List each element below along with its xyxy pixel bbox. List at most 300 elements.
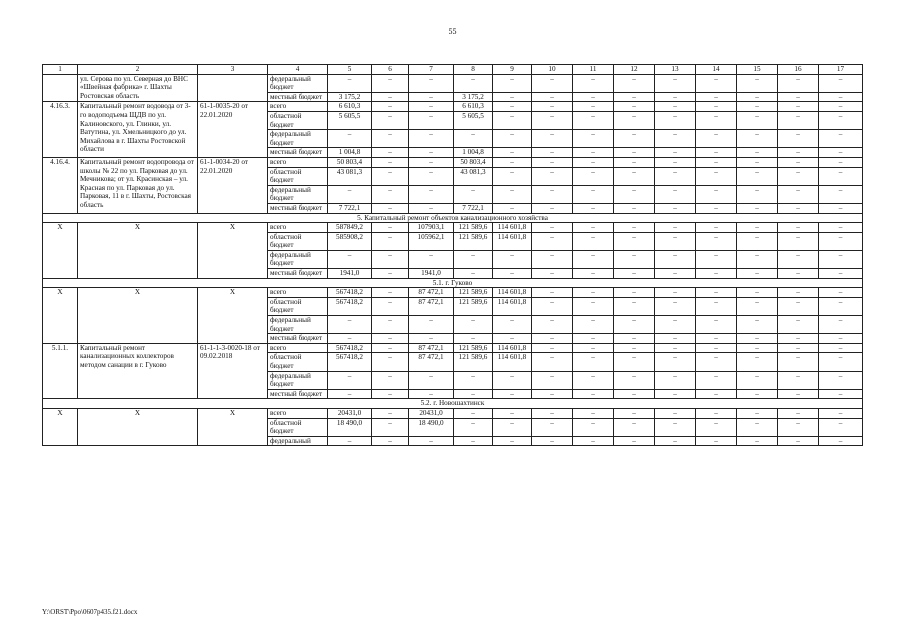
amount-cell: 121 589,6 xyxy=(454,288,493,298)
amount-cell: – xyxy=(655,316,696,334)
amount-cell: – xyxy=(737,157,778,167)
amount-cell: – xyxy=(655,371,696,389)
amount-cell: – xyxy=(573,203,614,213)
amount-cell: – xyxy=(737,371,778,389)
amount-cell: – xyxy=(532,353,573,371)
object-code: 61-1-1-3-0020-18 от 09.02.2018 xyxy=(198,343,268,399)
amount-cell: – xyxy=(409,74,454,92)
amount-cell: – xyxy=(819,371,863,389)
amount-cell: – xyxy=(532,232,573,250)
amount-cell: – xyxy=(819,223,863,233)
amount-cell: – xyxy=(573,389,614,399)
item-number: 4.16.3. xyxy=(43,102,78,158)
amount-cell: 87 472,1 xyxy=(409,343,454,353)
amount-cell: – xyxy=(655,185,696,203)
amount-cell: – xyxy=(655,297,696,315)
amount-cell: – xyxy=(737,102,778,112)
amount-cell: – xyxy=(696,203,737,213)
amount-cell: – xyxy=(532,371,573,389)
amount-cell: – xyxy=(454,250,493,268)
amount-cell: – xyxy=(532,74,573,92)
section-heading: 5.1. г. Гуково xyxy=(43,278,863,288)
amount-cell: – xyxy=(573,232,614,250)
amount-cell: – xyxy=(778,343,819,353)
amount-cell: – xyxy=(328,436,372,446)
amount-cell: – xyxy=(454,316,493,334)
amount-cell: – xyxy=(493,74,532,92)
amount-cell: – xyxy=(655,353,696,371)
amount-cell: – xyxy=(409,389,454,399)
amount-cell: – xyxy=(614,371,655,389)
amount-cell: – xyxy=(819,288,863,298)
column-number-cell: 16 xyxy=(778,65,819,75)
amount-cell: – xyxy=(372,148,409,158)
amount-cell: – xyxy=(328,185,372,203)
amount-cell: – xyxy=(655,408,696,418)
amount-cell: – xyxy=(372,316,409,334)
amount-cell: 121 589,6 xyxy=(454,353,493,371)
amount-cell: – xyxy=(614,185,655,203)
amount-cell: 107903,1 xyxy=(409,223,454,233)
amount-cell: 18 490,0 xyxy=(328,418,372,436)
item-number xyxy=(43,74,78,102)
amount-cell: 5 605,5 xyxy=(328,111,372,129)
amount-cell: – xyxy=(328,316,372,334)
page-number: 55 xyxy=(448,27,457,36)
amount-cell: 114 601,8 xyxy=(493,343,532,353)
amount-cell: – xyxy=(532,250,573,268)
funding-source: всего xyxy=(268,288,328,298)
amount-cell: – xyxy=(573,297,614,315)
funding-source: федеральный бюджет xyxy=(268,316,328,334)
amount-cell: – xyxy=(409,102,454,112)
amount-cell: – xyxy=(493,157,532,167)
amount-cell: – xyxy=(573,223,614,233)
amount-cell: 121 589,6 xyxy=(454,343,493,353)
amount-cell: – xyxy=(819,74,863,92)
item-number: 4.16.4. xyxy=(43,157,78,213)
amount-cell: – xyxy=(737,389,778,399)
column-number-cell: 1 xyxy=(43,65,78,75)
amount-cell: – xyxy=(819,185,863,203)
amount-cell: – xyxy=(737,316,778,334)
amount-cell: 105962,1 xyxy=(409,232,454,250)
amount-cell: – xyxy=(819,92,863,102)
amount-cell: – xyxy=(532,297,573,315)
amount-cell: – xyxy=(372,130,409,148)
amount-cell: – xyxy=(737,436,778,446)
amount-cell: – xyxy=(778,353,819,371)
amount-cell: – xyxy=(573,157,614,167)
amount-cell: – xyxy=(614,250,655,268)
funding-source: местный бюджет xyxy=(268,334,328,344)
amount-cell: – xyxy=(614,353,655,371)
amount-cell: – xyxy=(778,250,819,268)
funding-source: местный бюджет xyxy=(268,203,328,213)
amount-cell: 567418,2 xyxy=(328,343,372,353)
amount-cell: – xyxy=(696,436,737,446)
amount-cell: – xyxy=(454,130,493,148)
column-number-cell: 8 xyxy=(454,65,493,75)
object-name: Х xyxy=(78,408,198,445)
object-name: ул. Серова по ул. Северная до ВНС «Швейная фабрика» г. Шахты Ростовская область xyxy=(78,74,198,102)
amount-cell: – xyxy=(737,288,778,298)
amount-cell: 87 472,1 xyxy=(409,288,454,298)
amount-cell: – xyxy=(409,203,454,213)
amount-cell: 50 803,4 xyxy=(328,157,372,167)
amount-cell: – xyxy=(454,418,493,436)
amount-cell: – xyxy=(409,167,454,185)
amount-cell: – xyxy=(532,167,573,185)
amount-cell: – xyxy=(532,185,573,203)
amount-cell: – xyxy=(696,250,737,268)
amount-cell: – xyxy=(778,148,819,158)
amount-cell: – xyxy=(372,92,409,102)
amount-cell: – xyxy=(655,157,696,167)
amount-cell: – xyxy=(819,167,863,185)
amount-cell: – xyxy=(372,389,409,399)
amount-cell: – xyxy=(655,288,696,298)
amount-cell: – xyxy=(737,408,778,418)
amount-cell: – xyxy=(819,297,863,315)
amount-cell: – xyxy=(409,371,454,389)
section-heading: 5.2. г. Новошахтинск xyxy=(43,399,863,409)
budget-row xyxy=(43,408,863,418)
amount-cell: – xyxy=(532,92,573,102)
amount-cell: – xyxy=(614,148,655,158)
amount-cell: – xyxy=(532,288,573,298)
amount-cell: – xyxy=(573,436,614,446)
object-code: Х xyxy=(198,223,268,279)
column-number-cell: 2 xyxy=(78,65,198,75)
funding-source: местный бюджет xyxy=(268,269,328,279)
amount-cell: – xyxy=(532,102,573,112)
amount-cell: – xyxy=(614,269,655,279)
column-number-cell: 12 xyxy=(614,65,655,75)
funding-source: областной бюджет xyxy=(268,418,328,436)
amount-cell: 114 601,8 xyxy=(493,288,532,298)
amount-cell: 587849,2 xyxy=(328,223,372,233)
amount-cell: – xyxy=(409,250,454,268)
amount-cell: – xyxy=(573,343,614,353)
amount-cell: – xyxy=(696,92,737,102)
amount-cell: – xyxy=(655,250,696,268)
amount-cell: – xyxy=(737,74,778,92)
amount-cell: 50 803,4 xyxy=(454,157,493,167)
column-number-cell: 7 xyxy=(409,65,454,75)
amount-cell: – xyxy=(372,223,409,233)
amount-cell: – xyxy=(819,343,863,353)
amount-cell: – xyxy=(573,167,614,185)
amount-cell: – xyxy=(493,408,532,418)
amount-cell: – xyxy=(614,111,655,129)
amount-cell: 567418,2 xyxy=(328,288,372,298)
amount-cell: – xyxy=(493,269,532,279)
amount-cell: – xyxy=(778,389,819,399)
amount-cell: – xyxy=(573,250,614,268)
amount-cell: – xyxy=(328,74,372,92)
amount-cell: – xyxy=(614,418,655,436)
amount-cell: – xyxy=(409,185,454,203)
amount-cell: – xyxy=(737,223,778,233)
amount-cell: – xyxy=(696,130,737,148)
amount-cell: – xyxy=(532,157,573,167)
amount-cell: – xyxy=(328,130,372,148)
amount-cell: – xyxy=(614,343,655,353)
amount-cell: 114 601,8 xyxy=(493,232,532,250)
amount-cell: 114 601,8 xyxy=(493,297,532,315)
amount-cell: – xyxy=(493,418,532,436)
amount-cell: – xyxy=(573,288,614,298)
column-number-cell: 14 xyxy=(696,65,737,75)
amount-cell: – xyxy=(696,232,737,250)
amount-cell: – xyxy=(655,130,696,148)
amount-cell: 5 605,5 xyxy=(454,111,493,129)
amount-cell: 18 490,0 xyxy=(409,418,454,436)
amount-cell: – xyxy=(778,130,819,148)
amount-cell: – xyxy=(819,148,863,158)
item-number: Х xyxy=(43,408,78,445)
amount-cell: – xyxy=(737,148,778,158)
amount-cell: – xyxy=(778,203,819,213)
amount-cell: – xyxy=(614,92,655,102)
amount-cell: – xyxy=(655,167,696,185)
amount-cell: – xyxy=(737,334,778,344)
funding-source: областной бюджет xyxy=(268,167,328,185)
amount-cell: – xyxy=(409,130,454,148)
amount-cell: – xyxy=(614,334,655,344)
amount-cell: – xyxy=(819,353,863,371)
amount-cell: – xyxy=(493,436,532,446)
amount-cell: – xyxy=(454,269,493,279)
funding-source: всего xyxy=(268,408,328,418)
item-number: 5.1.1. xyxy=(43,343,78,399)
amount-cell: – xyxy=(493,371,532,389)
amount-cell: – xyxy=(778,436,819,446)
amount-cell: – xyxy=(454,185,493,203)
amount-cell: – xyxy=(696,371,737,389)
amount-cell: – xyxy=(737,185,778,203)
amount-cell: – xyxy=(409,316,454,334)
amount-cell: – xyxy=(737,232,778,250)
amount-cell: – xyxy=(532,389,573,399)
column-number-cell: 10 xyxy=(532,65,573,75)
section-heading-row xyxy=(43,278,863,288)
amount-cell: – xyxy=(737,111,778,129)
amount-cell: – xyxy=(454,74,493,92)
item-number: Х xyxy=(43,223,78,279)
funding-source: всего xyxy=(268,157,328,167)
amount-cell: 1 004,8 xyxy=(328,148,372,158)
amount-cell: 567418,2 xyxy=(328,297,372,315)
amount-cell: – xyxy=(614,232,655,250)
amount-cell: – xyxy=(372,250,409,268)
amount-cell: – xyxy=(655,269,696,279)
object-code xyxy=(198,74,268,102)
item-number: Х xyxy=(43,288,78,344)
amount-cell: – xyxy=(655,74,696,92)
amount-cell: – xyxy=(778,223,819,233)
amount-cell: – xyxy=(819,389,863,399)
amount-cell: – xyxy=(372,436,409,446)
amount-cell: – xyxy=(573,334,614,344)
amount-cell: – xyxy=(372,167,409,185)
amount-cell: – xyxy=(696,297,737,315)
funding-source: областной бюджет xyxy=(268,353,328,371)
funding-source: всего xyxy=(268,102,328,112)
amount-cell: – xyxy=(819,418,863,436)
column-number-cell: 4 xyxy=(268,65,328,75)
amount-cell: – xyxy=(819,130,863,148)
amount-cell: – xyxy=(696,223,737,233)
column-number-cell: 6 xyxy=(372,65,409,75)
amount-cell: – xyxy=(696,418,737,436)
amount-cell: 585908,2 xyxy=(328,232,372,250)
amount-cell: – xyxy=(614,203,655,213)
amount-cell: – xyxy=(737,418,778,436)
funding-source: федеральный бюджет xyxy=(268,371,328,389)
budget-row xyxy=(43,102,863,112)
amount-cell: – xyxy=(573,130,614,148)
amount-cell: – xyxy=(655,203,696,213)
amount-cell: – xyxy=(573,185,614,203)
amount-cell: – xyxy=(614,288,655,298)
amount-cell: 1 004,8 xyxy=(454,148,493,158)
amount-cell: – xyxy=(328,250,372,268)
amount-cell: – xyxy=(532,343,573,353)
amount-cell: – xyxy=(614,297,655,315)
amount-cell: – xyxy=(372,185,409,203)
amount-cell: – xyxy=(696,148,737,158)
amount-cell: – xyxy=(655,92,696,102)
object-name: Х xyxy=(78,288,198,344)
amount-cell: – xyxy=(778,102,819,112)
amount-cell: – xyxy=(573,408,614,418)
section-heading: 5. Капитальный ремонт объектов канализационного хозяйства xyxy=(43,213,863,223)
amount-cell: – xyxy=(819,157,863,167)
amount-cell: 43 081,3 xyxy=(454,167,493,185)
amount-cell: – xyxy=(819,203,863,213)
amount-cell: – xyxy=(614,316,655,334)
amount-cell: – xyxy=(737,269,778,279)
amount-cell: – xyxy=(532,130,573,148)
amount-cell: – xyxy=(573,102,614,112)
amount-cell: – xyxy=(573,148,614,158)
amount-cell: – xyxy=(372,297,409,315)
amount-cell: – xyxy=(696,111,737,129)
amount-cell: – xyxy=(409,157,454,167)
amount-cell: – xyxy=(655,436,696,446)
column-number-cell: 13 xyxy=(655,65,696,75)
amount-cell: – xyxy=(778,316,819,334)
amount-cell: – xyxy=(493,148,532,158)
amount-cell: 87 472,1 xyxy=(409,353,454,371)
object-name: Капитальный ремонт водовода от 3-го водоподъема ЩДВ по ул. Калиновского, ул. Глинки, ул. Ватутина, ул. Хмельницкого до ул. Михайлова в г. Шахты Ростовской области xyxy=(78,102,198,158)
amount-cell: – xyxy=(532,436,573,446)
amount-cell: – xyxy=(737,343,778,353)
amount-cell: – xyxy=(493,130,532,148)
amount-cell: – xyxy=(614,436,655,446)
amount-cell: – xyxy=(778,167,819,185)
budget-row xyxy=(43,74,863,92)
amount-cell: – xyxy=(493,111,532,129)
amount-cell: – xyxy=(372,418,409,436)
amount-cell: – xyxy=(819,408,863,418)
budget-row xyxy=(43,223,863,233)
amount-cell: – xyxy=(737,92,778,102)
amount-cell: – xyxy=(737,353,778,371)
amount-cell: – xyxy=(573,418,614,436)
amount-cell: – xyxy=(372,203,409,213)
amount-cell: – xyxy=(819,436,863,446)
amount-cell: – xyxy=(696,74,737,92)
amount-cell: 114 601,8 xyxy=(493,223,532,233)
amount-cell: – xyxy=(493,334,532,344)
amount-cell: 7 722,1 xyxy=(328,203,372,213)
amount-cell: – xyxy=(573,92,614,102)
amount-cell: – xyxy=(409,111,454,129)
funding-source: местный бюджет xyxy=(268,148,328,158)
amount-cell: – xyxy=(655,418,696,436)
amount-cell: – xyxy=(372,102,409,112)
amount-cell: – xyxy=(614,130,655,148)
amount-cell: 3 175,2 xyxy=(328,92,372,102)
funding-source: местный бюджет xyxy=(268,389,328,399)
amount-cell: 121 589,6 xyxy=(454,223,493,233)
amount-cell: 87 472,1 xyxy=(409,297,454,315)
amount-cell: – xyxy=(778,92,819,102)
amount-cell: – xyxy=(328,389,372,399)
amount-cell: – xyxy=(737,167,778,185)
amount-cell: – xyxy=(614,157,655,167)
amount-cell: – xyxy=(655,232,696,250)
column-number-cell: 11 xyxy=(573,65,614,75)
amount-cell: – xyxy=(696,343,737,353)
amount-cell: 3 175,2 xyxy=(454,92,493,102)
amount-cell: – xyxy=(737,250,778,268)
amount-cell: – xyxy=(409,436,454,446)
amount-cell: – xyxy=(372,371,409,389)
amount-cell: – xyxy=(655,148,696,158)
amount-cell: – xyxy=(372,288,409,298)
column-number-cell: 3 xyxy=(198,65,268,75)
amount-cell: – xyxy=(737,297,778,315)
object-name: Х xyxy=(78,223,198,279)
amount-cell: – xyxy=(532,223,573,233)
amount-cell: – xyxy=(819,111,863,129)
amount-cell: – xyxy=(737,130,778,148)
funding-source: федеральный бюджет xyxy=(268,250,328,268)
amount-cell: 20431,0 xyxy=(409,408,454,418)
amount-cell: – xyxy=(778,185,819,203)
funding-source: всего xyxy=(268,223,328,233)
amount-cell: – xyxy=(696,167,737,185)
amount-cell: – xyxy=(573,316,614,334)
amount-cell: – xyxy=(696,269,737,279)
amount-cell: – xyxy=(819,232,863,250)
amount-cell: – xyxy=(696,316,737,334)
amount-cell: – xyxy=(573,269,614,279)
amount-cell: – xyxy=(372,269,409,279)
amount-cell: – xyxy=(372,157,409,167)
amount-cell: – xyxy=(614,408,655,418)
amount-cell: – xyxy=(372,408,409,418)
amount-cell: – xyxy=(778,408,819,418)
funding-source: областной бюджет xyxy=(268,297,328,315)
amount-cell: – xyxy=(778,418,819,436)
amount-cell: – xyxy=(614,74,655,92)
amount-cell: – xyxy=(372,334,409,344)
